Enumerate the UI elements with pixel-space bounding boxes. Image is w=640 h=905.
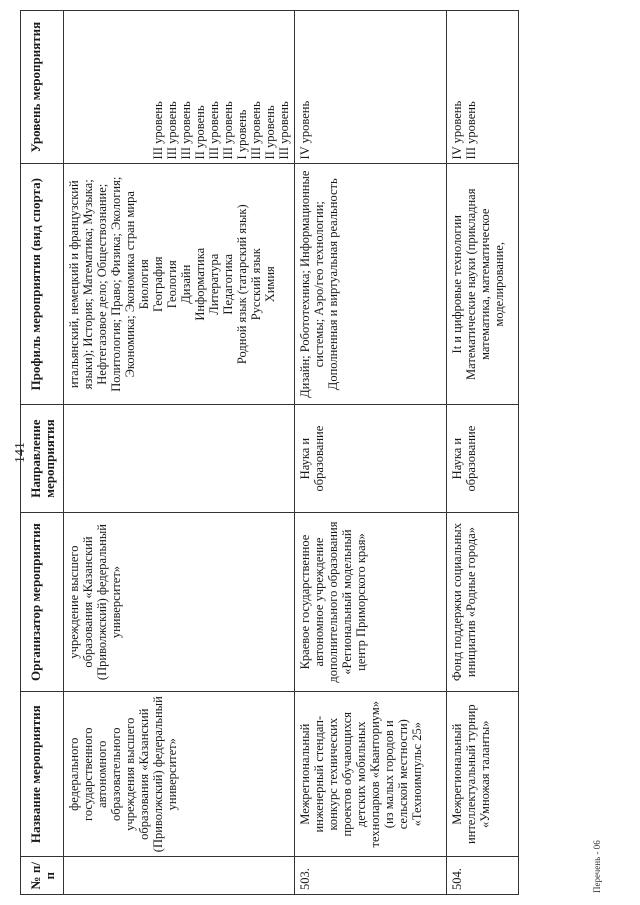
header-name: Название мероприятия <box>21 691 64 857</box>
level-item: III уровень <box>277 101 291 160</box>
level-item: III уровень <box>151 101 165 160</box>
header-direction: Направление мероприятия <box>21 405 64 513</box>
profile-item: География <box>151 256 165 313</box>
row-level <box>447 11 519 164</box>
header-level: Уровень мероприятия <box>21 11 64 164</box>
row-profile <box>64 164 295 405</box>
level-item: III уровень <box>179 101 193 160</box>
row-organizer: Фонд поддержки социальных инициатив «Родные города» <box>447 513 519 692</box>
level-item: III уровень <box>221 101 235 160</box>
level-item: III уровень <box>249 101 263 160</box>
row-organizer: учреждение высшего образования «Казанский (Приволжский) федеральный университет» <box>64 513 295 692</box>
profile-item: Педагогика <box>221 253 235 315</box>
level-item: III уровень <box>207 101 221 160</box>
profile-item: Русский язык <box>249 248 263 321</box>
table-row <box>447 11 519 895</box>
level-item: II уровень <box>193 105 207 160</box>
profile-item: Биология <box>137 259 151 310</box>
level-item: III уровень <box>165 101 179 160</box>
row-direction: Наука и образование <box>447 405 519 513</box>
level-item: IV уровень <box>298 100 312 160</box>
header-num: № п/п <box>21 857 64 895</box>
row-level <box>295 11 447 164</box>
row-num: 504. <box>447 857 519 895</box>
level-item: I уровень <box>235 109 249 160</box>
events-table <box>20 10 519 895</box>
profile-item: Химия <box>263 266 277 303</box>
profile-item: Родной язык (татарский язык) <box>235 204 249 365</box>
row-level <box>64 11 295 164</box>
profile-item: Дизайн <box>179 264 193 304</box>
profile-item: Математические науки (прикладная математика, математическое моделирование, <box>464 188 506 380</box>
profile-item: итальянский, немецкий и французский языки); История; Математика; Музыка; Нефтегазовое дело; Обществознание; Политология; Право; Физика; Экология; Экономика; Экономика стран мира <box>67 176 137 392</box>
table-row <box>295 11 447 895</box>
row-name: федерального государственного автономного образовательного учреждения высшего образования «Казанский (Приволжский) федеральный университет» <box>64 691 295 857</box>
row-name: Межрегиональный инженерный стендап-конкурс технических проектов обучающихся детских мобильных технопарков «Кванториум» (из малых городов и сельской местности) «Техноимпульс 25» <box>295 691 447 857</box>
profile-item: It и цифровые технологии <box>450 215 464 354</box>
page-number: 141 <box>13 442 28 463</box>
row-profile <box>447 164 519 405</box>
table-row <box>64 11 295 895</box>
row-direction <box>64 405 295 513</box>
row-num <box>64 857 295 895</box>
level-item: III уровень <box>464 101 478 160</box>
row-organizer: Краевое государственное автономное учреждение дополнительного образования «Региональный модельный центр Приморского края» <box>295 513 447 692</box>
header-profile: Профиль мероприятия (вид спорта) <box>21 164 64 405</box>
profile-item: Литература <box>207 253 221 315</box>
level-item: II уровень <box>263 105 277 160</box>
level-item <box>67 15 151 159</box>
footer-note: Перечень - 06 <box>592 840 602 893</box>
row-num: 503. <box>295 857 447 895</box>
level-item: IV уровень <box>450 100 464 160</box>
table-header-row <box>21 11 64 895</box>
profile-item: Геология <box>165 260 179 309</box>
row-direction: Наука и образование <box>295 405 447 513</box>
header-organizer: Организатор мероприятия <box>21 513 64 692</box>
row-name: Межрегиональный интеллектуальный турнир «Умножая таланты» <box>447 691 519 857</box>
profile-item: Информатика <box>193 247 207 321</box>
row-profile <box>295 164 447 405</box>
profile-item: Дизайн; Робототехника; Информационные системы; Аэро/гео технологии; Дополненная и виртуальная реальность <box>298 170 340 398</box>
